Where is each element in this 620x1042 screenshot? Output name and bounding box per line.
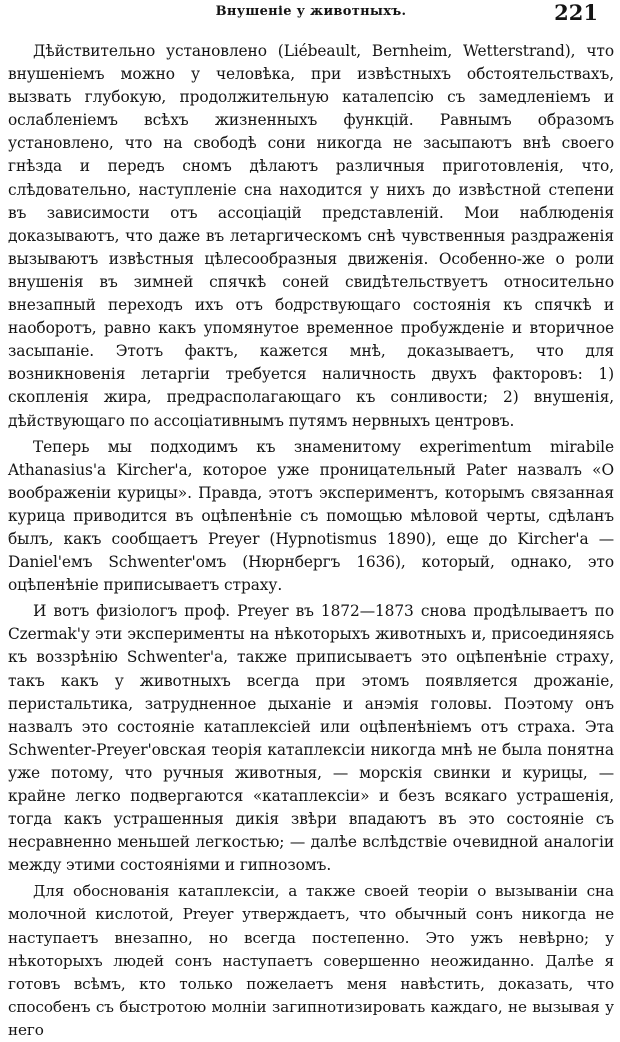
- paragraph-2: Теперь мы подходимъ къ знаменитому experimentum mirabile Athanasius'а Kircher'а, которое уже проницательный Pater назвалъ «О воображеніи курицы». Правда, этотъ экспериментъ, которымъ связанная курица приводится въ оцѣпенѣніе съ помощью мѣловой черты, сдѣланъ былъ, какъ сообщаетъ Preyer (Hypnotismus 1890), еще до Kircher'а — Daniel'емъ Schwenter'омъ (Нюрнбергъ 1636), который, однако, это оцѣпенѣніе приписываетъ страху.: [8, 437, 614, 595]
- paragraph-1: Дѣйствительно установлено (Liébeault, Bernheim, Wetterstrand), что внушеніемъ можно у человѣка, при извѣстныхъ обстоятельствахъ, вызвать глубокую, продолжительную каталепсію съ замедленіемъ и ослабленіемъ всѣхъ жизненныхъ функцій. Равнымъ образомъ установлено, что на свободѣ сони никогда не засыпаютъ внѣ своего гнѣзда и передъ сномъ дѣлаютъ различныя приготовленія, что, слѣдовательно, наступленіе сна находится у нихъ до извѣстной степени въ зависимости отъ ассоціацій представленій. Мои наблюденія доказываютъ, что даже въ летаргическомъ снѣ чувственныя раздраженія вызываютъ извѣстныя цѣлесообразныя движенія. Особенно-же о роли внушенія въ зимней спячкѣ соней свидѣтельствуетъ относительно внезапный переходъ ихъ отъ бодрствующаго состоянія къ спячкѣ и наоборотъ, равно какъ упомянутое временное пробужденіе и вторичное засыпаніе. Этотъ фактъ, кажется мнѣ, доказываетъ, что для возникновенія летаргіи требуется наличность двухъ факторовъ: 1) скопленія жира, предрасполагающаго къ сонливости; 2) внушенія, дѣйствующаго по ассоціативнымъ путямъ нервныхъ центровъ.: [8, 42, 614, 430]
- paragraph-4: Для обоснованія катаплексіи, а также своей теоріи о вызываніи сна молочной кислотой, Preyer утверждаетъ, что обычный сонъ никогда не наступаетъ внезапно, но всегда постепенно. Это ужъ невѣрно; у нѣкоторыхъ людей сонъ наступаетъ совершенно неожиданно. Далѣе я готовъ всѣмъ, кто только пожелаетъ меня навѣстить, доказать, что способенъ съ быстротою молніи загипнотизировать каждаго, не вызывая у него: [8, 882, 614, 1039]
- page-header: [8, 0, 614, 40]
- body-text: [8, 40, 614, 1042]
- page-number: 221: [554, 0, 598, 25]
- running-title: Внушеніе у животныхъ.: [215, 4, 407, 19]
- paragraph-3: И вотъ физіологъ проф. Preyer въ 1872—1873 снова продѣлываетъ по Czermak'у эти эксперименты на нѣкоторыхъ животныхъ и, присоединяясь къ воззрѣнію Schwenter'а, также приписываетъ это оцѣпенѣніе страху, такъ какъ у животныхъ всегда при этомъ появляется дрожаніе, перистальтика, затрудненное дыханіе и анэмія головы. Поэтому онъ назвалъ это состояніе катаплексіей или оцѣпенѣніемъ отъ страха. Эта Schwenter-Preyer'овская теорія катаплексіи никогда мнѣ не была понятна уже потому, что ручныя животныя, — морскія свинки и курицы, — крайне легко подвергаются «катаплексіи» и безъ всякаго устрашенія, тогда какъ устрашенныя дикія звѣри впадаютъ въ это состояніе съ несравненно меньшей легкостью; — далѣе вслѣдствіе очевидной аналогіи между этими состояніями и гипнозомъ.: [8, 602, 614, 875]
